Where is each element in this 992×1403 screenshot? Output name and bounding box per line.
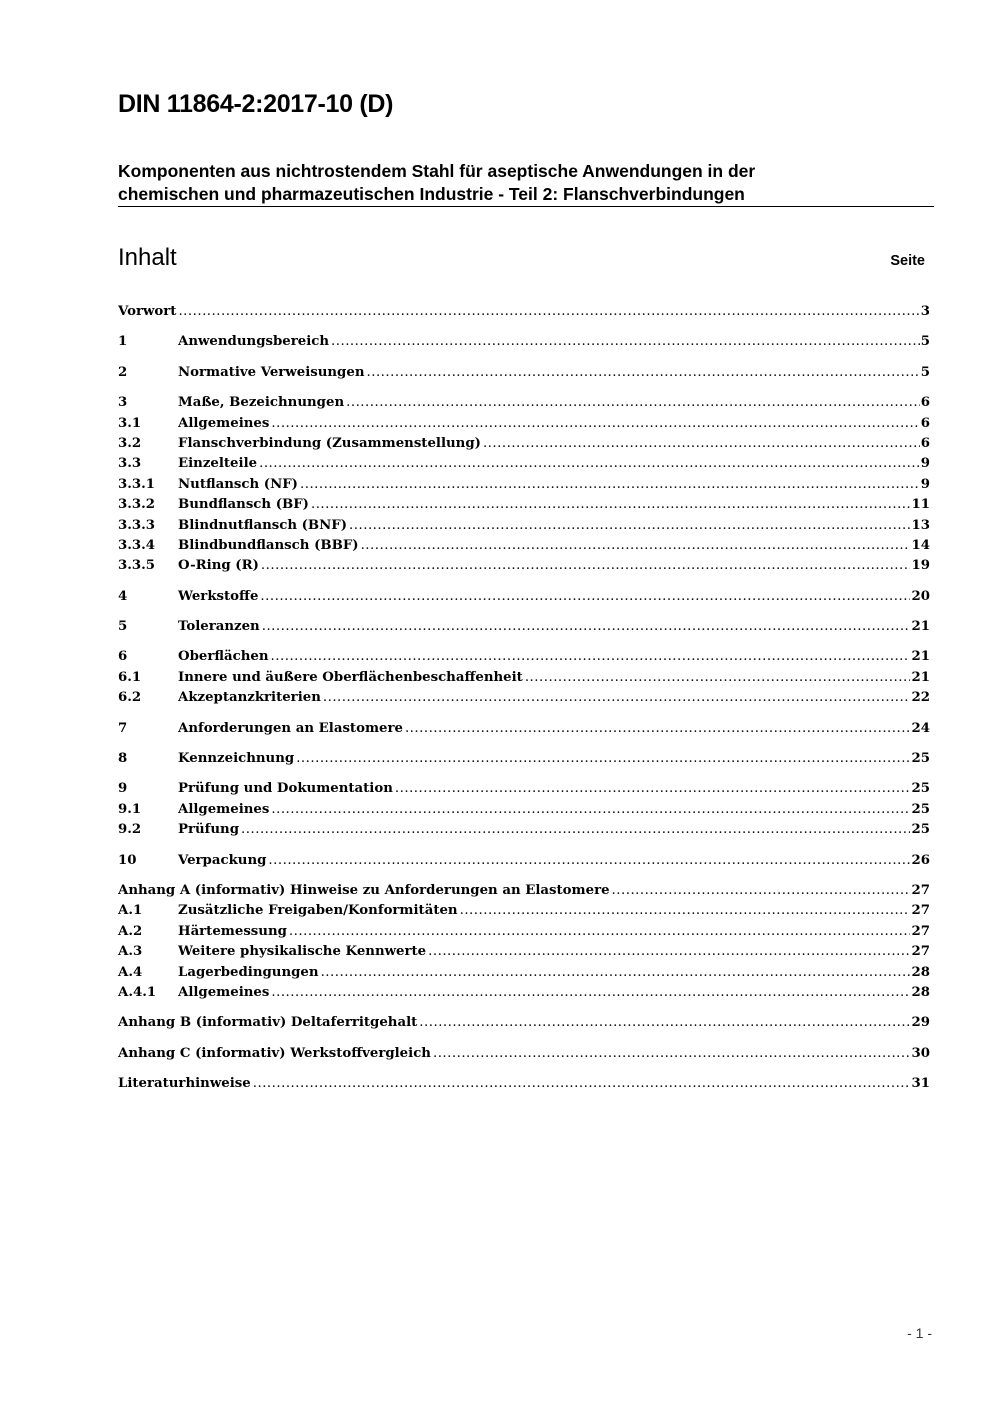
toc-entry[interactable] bbox=[118, 963, 930, 983]
toc-entry[interactable] bbox=[118, 516, 930, 536]
toc-entry-label-wrap bbox=[178, 332, 920, 352]
toc-entry-label: Kennzeichnung bbox=[178, 751, 295, 767]
toc-entry-label: Einzelteile bbox=[178, 456, 258, 472]
toc-entry[interactable] bbox=[118, 617, 930, 637]
toc-entry-page: 30 bbox=[911, 1045, 930, 1061]
toc-entry-page: 3 bbox=[920, 304, 930, 319]
toc-entry[interactable] bbox=[118, 363, 930, 383]
toc-entry-number: A.4.1 bbox=[118, 984, 157, 1000]
toc-entry-label: Blindnutflansch (BNF) bbox=[178, 517, 348, 533]
toc-entry-page: 5 bbox=[920, 334, 930, 350]
toc-dot-leader bbox=[361, 536, 911, 556]
subtitle-line: Komponenten aus nichtrostendem Stahl für aseptische Anwendungen in der bbox=[118, 161, 756, 181]
toc-entry-label-wrap bbox=[178, 983, 910, 1003]
toc-entry[interactable] bbox=[118, 668, 930, 688]
toc-dot-leader bbox=[367, 363, 920, 383]
toc-dot-leader bbox=[271, 414, 919, 434]
toc-entry-page: 9 bbox=[920, 476, 930, 492]
toc-entry-label-wrap bbox=[178, 475, 920, 495]
page-number: - 1 - bbox=[907, 1325, 932, 1341]
toc-dot-leader bbox=[433, 1044, 911, 1064]
toc-entry[interactable] bbox=[118, 587, 930, 607]
toc-entry[interactable] bbox=[118, 881, 930, 901]
toc-entry-page: 13 bbox=[911, 517, 930, 533]
toc-entry[interactable] bbox=[118, 901, 930, 921]
toc-entry[interactable] bbox=[118, 800, 930, 820]
toc-entry[interactable] bbox=[118, 1074, 930, 1094]
toc-entry[interactable] bbox=[118, 454, 930, 474]
toc-entry-number: 6 bbox=[118, 649, 128, 665]
toc-entry-label: Blindbundflansch (BBF) bbox=[178, 537, 359, 553]
toc-entry-label: Lagerbedingungen bbox=[178, 964, 319, 980]
toc-entry-label: Akzeptanzkriterien bbox=[178, 690, 321, 706]
toc-entry[interactable] bbox=[118, 536, 930, 556]
toc-dot-leader bbox=[321, 963, 911, 983]
toc-entry-page: 26 bbox=[911, 852, 930, 868]
toc-entry-label: Prüfung bbox=[178, 822, 240, 838]
toc-entry[interactable] bbox=[118, 434, 930, 454]
toc-title: Inhalt bbox=[118, 244, 177, 271]
toc-dot-leader bbox=[311, 495, 911, 515]
toc-entry-label: Anwendungsbereich bbox=[178, 334, 330, 350]
toc-entry[interactable] bbox=[118, 942, 930, 962]
toc-entry-label-wrap bbox=[178, 495, 910, 515]
toc-entry-page: 6 bbox=[920, 415, 930, 431]
toc-dot-leader bbox=[241, 820, 910, 840]
toc-entry-label-wrap bbox=[178, 901, 910, 921]
toc-entry-label: Prüfung und Dokumentation bbox=[178, 781, 393, 797]
toc-entry-label-wrap bbox=[178, 851, 910, 871]
toc-entry-page: 27 bbox=[911, 923, 930, 939]
toc-entry-label: Oberflächen bbox=[178, 649, 269, 665]
toc-entry-label: Werkstoffe bbox=[178, 588, 259, 604]
toc-entry[interactable] bbox=[118, 779, 930, 799]
toc-entry-page: 25 bbox=[911, 822, 930, 838]
toc-entry-page: 25 bbox=[911, 801, 930, 817]
toc-entry-number: 9 bbox=[118, 781, 128, 797]
toc-entry-label: Toleranzen bbox=[178, 619, 260, 635]
toc-entry-label-wrap bbox=[178, 749, 910, 769]
toc-entry-page: 5 bbox=[920, 364, 930, 380]
toc-dot-leader bbox=[460, 901, 911, 921]
toc-entry-number: 5 bbox=[118, 619, 128, 635]
document-subtitle bbox=[118, 160, 933, 206]
toc-entry-label-wrap bbox=[118, 1013, 910, 1033]
toc-entry-number: 3.2 bbox=[118, 435, 142, 451]
toc-entry[interactable] bbox=[118, 922, 930, 942]
toc-entry-number: 8 bbox=[118, 751, 128, 767]
toc-entry-label-wrap bbox=[118, 302, 920, 322]
toc-entry-number: A.1 bbox=[118, 903, 143, 919]
toc-entry-label: Innere und äußere Oberflächenbeschaffenheit bbox=[178, 669, 523, 685]
toc-dot-leader bbox=[349, 516, 910, 536]
toc-entry-number: A.4 bbox=[118, 964, 143, 980]
toc-entry-label: O-Ring (R) bbox=[178, 558, 259, 574]
toc-page-label: Seite bbox=[890, 253, 925, 269]
toc-entry-label: Bundflansch (BF) bbox=[178, 497, 309, 513]
toc-entry-page: 14 bbox=[911, 537, 930, 553]
toc-entry-page: 20 bbox=[911, 588, 930, 604]
toc-entry[interactable] bbox=[118, 475, 930, 495]
toc-dot-leader bbox=[405, 719, 911, 739]
toc-dot-leader bbox=[253, 1074, 911, 1094]
toc-entry-label-wrap bbox=[178, 719, 910, 739]
toc-dot-leader bbox=[300, 475, 920, 495]
toc-entry[interactable] bbox=[118, 820, 930, 840]
toc-entry-label: Allgemeines bbox=[178, 984, 270, 1000]
toc-entry-number: 6.1 bbox=[118, 669, 142, 685]
toc-entry-page: 21 bbox=[911, 649, 930, 665]
toc-entry-number: 3.3.2 bbox=[118, 497, 156, 513]
toc-entry-number: A.2 bbox=[118, 923, 143, 939]
toc-dot-leader bbox=[395, 779, 911, 799]
toc-entry-label-wrap bbox=[178, 942, 910, 962]
toc-entry-page: 27 bbox=[911, 882, 930, 898]
toc-dot-leader bbox=[289, 922, 911, 942]
document-title: DIN 11864-2:2017-10 (D) bbox=[118, 90, 394, 118]
toc-entry-number: 3.3 bbox=[118, 456, 142, 472]
toc-entry[interactable] bbox=[118, 851, 930, 871]
toc-dot-leader bbox=[260, 587, 910, 607]
toc-entry-number: 3.3.1 bbox=[118, 476, 156, 492]
toc-entry-label-wrap bbox=[178, 536, 910, 556]
toc-entry-label: Normative Verweisungen bbox=[178, 364, 365, 380]
toc-dot-leader bbox=[428, 942, 910, 962]
toc-dot-leader bbox=[419, 1013, 910, 1033]
toc-dot-leader bbox=[271, 647, 911, 667]
toc-dot-leader bbox=[331, 332, 920, 352]
toc-entry-label-wrap bbox=[178, 647, 910, 667]
toc-entry-label-wrap bbox=[178, 393, 920, 413]
toc-entry-label: Weitere physikalische Kennwerte bbox=[178, 944, 427, 960]
toc-entry-label: Zusätzliche Freigaben/Konformitäten bbox=[178, 903, 458, 919]
toc-entry-number: 3.3.5 bbox=[118, 558, 156, 574]
toc-dot-leader bbox=[612, 881, 911, 901]
toc-dot-leader bbox=[323, 688, 911, 708]
toc-entry-number: 3.1 bbox=[118, 415, 142, 431]
toc-entry-page: 25 bbox=[911, 751, 930, 767]
toc-dot-leader bbox=[271, 983, 910, 1003]
toc-entry-label: Anhang B (informativ) Deltaferritgehalt bbox=[118, 1015, 418, 1031]
toc-entry-label: Maße, Bezeichnungen bbox=[178, 395, 345, 411]
toc-entry-page: 28 bbox=[911, 964, 930, 980]
toc-entry-label: Anhang C (informativ) Werkstoffvergleich bbox=[118, 1045, 431, 1061]
toc-entry[interactable] bbox=[118, 495, 930, 515]
toc-entry-number: 6.2 bbox=[118, 690, 142, 706]
toc-entry-label-wrap bbox=[178, 363, 920, 383]
toc-entry-page: 27 bbox=[911, 944, 930, 960]
toc-entry-label-wrap bbox=[118, 1074, 910, 1094]
toc-entry-page: 6 bbox=[920, 395, 930, 411]
toc-entry[interactable] bbox=[118, 719, 930, 739]
toc-entry-label: Literaturhinweise bbox=[118, 1076, 251, 1092]
toc-entry[interactable] bbox=[118, 647, 930, 667]
toc-entry-label: Flanschverbindung (Zusammenstellung) bbox=[178, 435, 481, 451]
toc-entry-label-wrap bbox=[178, 688, 910, 708]
toc-entry-label-wrap bbox=[178, 454, 920, 474]
toc-entry-page: 29 bbox=[911, 1015, 930, 1031]
toc-entry-number: 2 bbox=[118, 364, 128, 380]
toc-dot-leader bbox=[346, 393, 920, 413]
toc-dot-leader bbox=[271, 800, 910, 820]
toc-dot-leader bbox=[262, 617, 911, 637]
toc-entry-page: 11 bbox=[911, 497, 930, 513]
toc-dot-leader bbox=[483, 434, 920, 454]
toc-entry-label: Anhang A (informativ) Hinweise zu Anforderungen an Elastomere bbox=[118, 882, 610, 898]
toc-entry-label-wrap bbox=[178, 587, 910, 607]
toc-entry-label: Nutflansch (NF) bbox=[178, 476, 298, 492]
toc-entry[interactable] bbox=[118, 332, 930, 352]
toc-dot-leader bbox=[261, 556, 911, 576]
toc-entry-label-wrap bbox=[118, 1044, 910, 1064]
toc-entry-number: 10 bbox=[118, 852, 137, 868]
toc-entry-page: 21 bbox=[911, 669, 930, 685]
toc-entry-number: 3.3.3 bbox=[118, 517, 156, 533]
toc-dot-leader bbox=[259, 454, 920, 474]
toc-entry-number: 9.2 bbox=[118, 822, 142, 838]
toc-entry-page: 22 bbox=[911, 690, 930, 706]
toc-entry[interactable] bbox=[118, 302, 930, 322]
toc-entry-page: 19 bbox=[911, 558, 930, 574]
toc-entry-label: Anforderungen an Elastomere bbox=[178, 720, 403, 736]
subtitle-line: chemischen und pharmazeutischen Industrie - Teil 2: Flanschverbindungen bbox=[118, 184, 745, 204]
toc-entry-label-wrap bbox=[178, 668, 910, 688]
toc-entry-label-wrap bbox=[178, 434, 920, 454]
toc-entry[interactable] bbox=[118, 393, 930, 413]
toc-entry-page: 27 bbox=[911, 903, 930, 919]
toc-entry-label-wrap bbox=[178, 922, 910, 942]
toc-entry-label: Vorwort bbox=[118, 304, 177, 319]
toc-entry-page: 28 bbox=[911, 984, 930, 1000]
toc-entry[interactable] bbox=[118, 556, 930, 576]
toc-entry-label-wrap bbox=[118, 881, 910, 901]
table-of-contents bbox=[118, 302, 930, 1095]
toc-dot-leader bbox=[525, 668, 911, 688]
toc-entry-label-wrap bbox=[178, 779, 910, 799]
toc-entry-label-wrap bbox=[178, 800, 910, 820]
toc-entry-number: 1 bbox=[118, 334, 128, 350]
toc-entry-label-wrap bbox=[178, 556, 910, 576]
toc-entry-label-wrap bbox=[178, 617, 910, 637]
toc-entry-label: Allgemeines bbox=[178, 415, 270, 431]
toc-dot-leader bbox=[268, 851, 910, 871]
toc-entry-page: 21 bbox=[911, 619, 930, 635]
toc-dot-leader bbox=[178, 302, 919, 322]
toc-entry-label: Allgemeines bbox=[178, 801, 270, 817]
toc-entry[interactable] bbox=[118, 983, 930, 1003]
toc-entry[interactable] bbox=[118, 749, 930, 769]
toc-entry-page: 31 bbox=[911, 1076, 930, 1092]
toc-entry-number: 4 bbox=[118, 588, 128, 604]
toc-entry-page: 25 bbox=[911, 781, 930, 797]
toc-entry[interactable] bbox=[118, 688, 930, 708]
toc-entry-page: 9 bbox=[920, 456, 930, 472]
title-divider bbox=[118, 206, 934, 207]
toc-entry-label-wrap bbox=[178, 516, 910, 536]
toc-entry-label: Härtemessung bbox=[178, 923, 287, 939]
toc-entry-page: 6 bbox=[920, 435, 930, 451]
toc-entry[interactable] bbox=[118, 414, 930, 434]
toc-entry-label-wrap bbox=[178, 963, 910, 983]
toc-entry-number: A.3 bbox=[118, 944, 143, 960]
toc-entry-page: 24 bbox=[911, 720, 930, 736]
toc-entry[interactable] bbox=[118, 1013, 930, 1033]
toc-entry-number: 3.3.4 bbox=[118, 537, 156, 553]
toc-entry-label: Verpackung bbox=[178, 852, 267, 868]
toc-entry-label-wrap bbox=[178, 820, 910, 840]
toc-dot-leader bbox=[296, 749, 910, 769]
toc-entry-number: 3 bbox=[118, 395, 128, 411]
toc-entry-number: 9.1 bbox=[118, 801, 142, 817]
toc-entry-number: 7 bbox=[118, 720, 128, 736]
toc-entry[interactable] bbox=[118, 1044, 930, 1064]
toc-entry-label-wrap bbox=[178, 414, 920, 434]
